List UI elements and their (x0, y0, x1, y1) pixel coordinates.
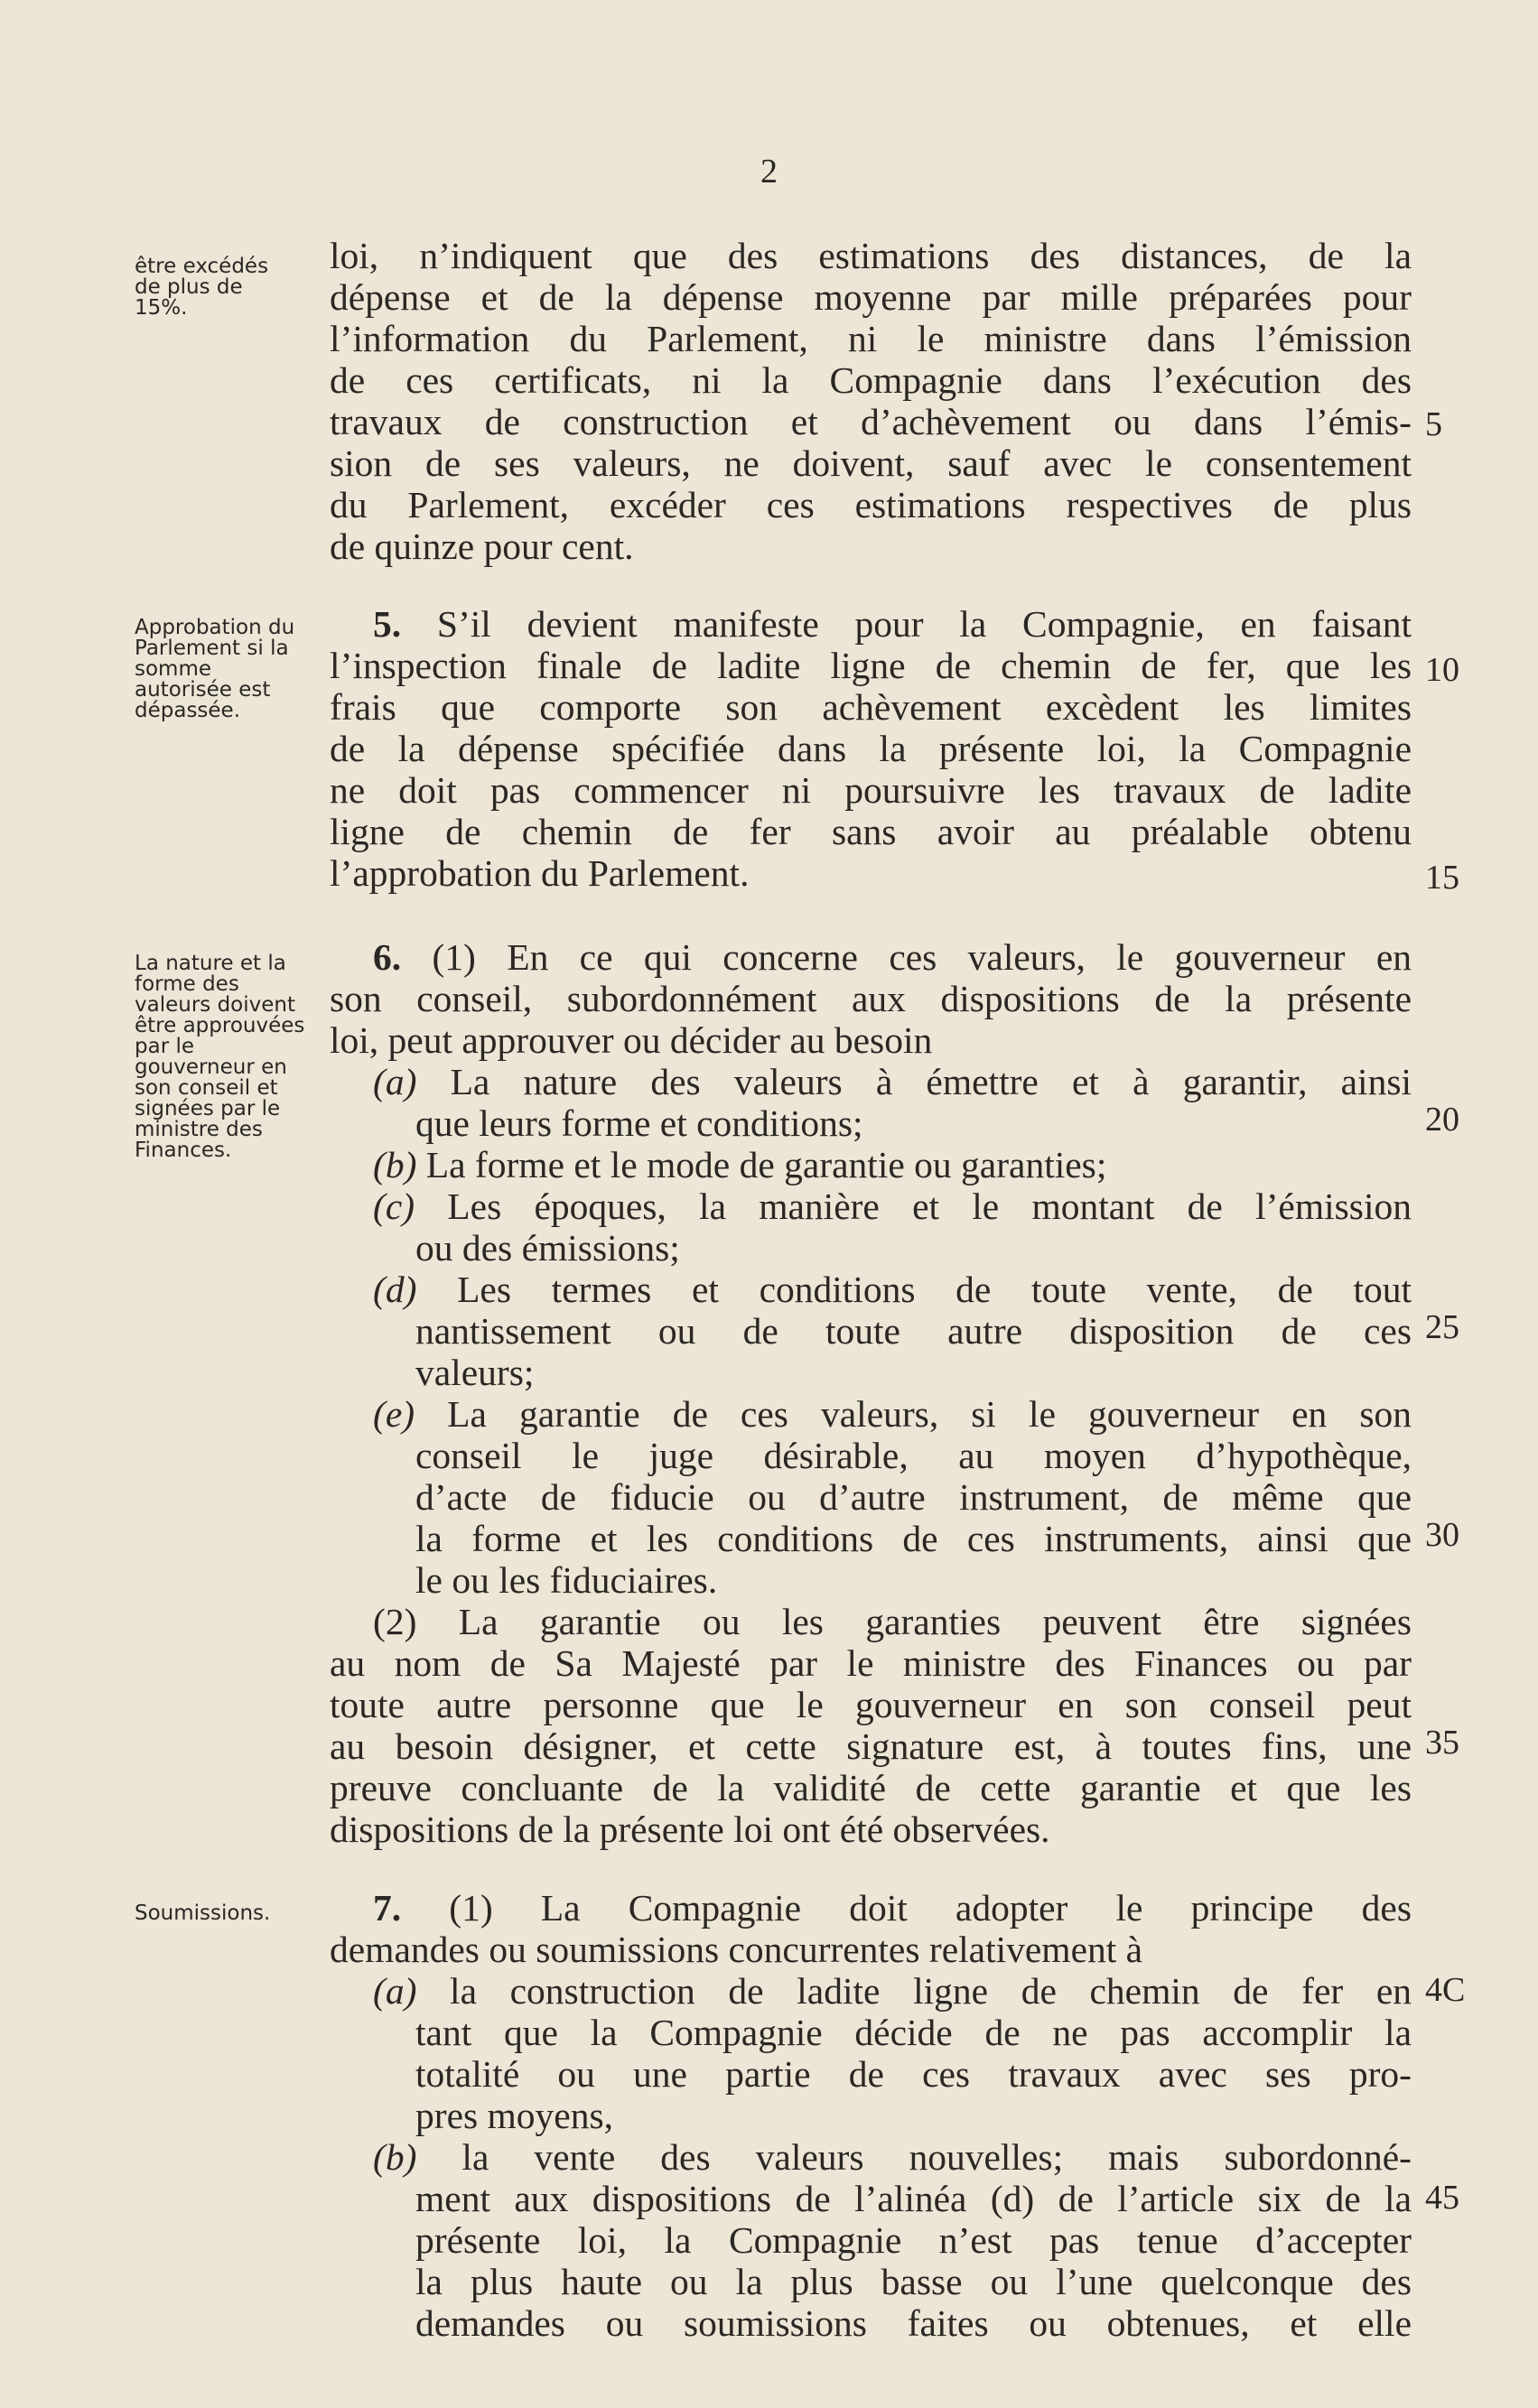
line-number: 45 (1425, 2179, 1459, 2217)
text-line: tant que la Compagnie décide de ne pas accomplir la (415, 2012, 1412, 2053)
section-5 (330, 603, 1412, 894)
line-number: 10 (1425, 651, 1459, 689)
text-line: la forme et les conditions de ces instruments, ainsi que (415, 1518, 1412, 1559)
text-line: ment aux dispositions de l’alinéa (d) de l’article six de la (415, 2178, 1412, 2219)
text-line: que leurs forme et conditions; (415, 1102, 863, 1144)
line-number: 4C (1425, 1971, 1466, 2009)
text-line: au nom de Sa Majesté par le ministre des Finances ou par (330, 1642, 1412, 1684)
text-line: sion de ses valeurs, ne doivent, sauf avec le consentement (330, 442, 1412, 484)
line-number: 35 (1425, 1724, 1459, 1762)
section-7 (330, 1887, 1412, 2344)
list-item-b: (b) la vente des valeurs nouvelles; mais subordonné- (373, 2136, 1412, 2178)
list-item-d: (d) Les termes et conditions de toute vente, de tout (373, 1269, 1412, 1310)
text-line: de ces certificats, ni la Compagnie dans l’exécution des (330, 359, 1412, 401)
text-line: pres moyens, (415, 2095, 613, 2136)
text-line: loi, peut approuver ou décider au besoin (330, 1019, 933, 1061)
text-line: valeurs; (415, 1352, 535, 1393)
text-line: 6. (1) En ce qui concerne ces valeurs, le gouverneur en (373, 936, 1412, 978)
list-item-a: (a) La nature des valeurs à émettre et à garantir, ainsi (373, 1061, 1412, 1102)
text-line: 5. S’il devient manifeste pour la Compagnie, en faisant (373, 603, 1412, 645)
text-line: de quinze pour cent. (330, 525, 634, 567)
text-line: demandes ou soumissions faites ou obtenues, et elle (415, 2302, 1412, 2344)
text-line: présente loi, la Compagnie n’est pas tenue d’accepter (415, 2219, 1412, 2261)
text-line: l’inspection finale de ladite ligne de chemin de fer, que les (330, 645, 1412, 686)
text-line: l’approbation du Parlement. (330, 852, 750, 894)
list-item-e: (e) La garantie de ces valeurs, si le gouverneur en son (373, 1393, 1412, 1435)
text-line: conseil le juge désirable, au moyen d’hypothèque, (415, 1435, 1412, 1476)
text-line: la plus haute ou la plus basse ou l’une quelconque des (415, 2261, 1412, 2302)
text-line: travaux de construction et d’achèvement ou dans l’émis- (330, 401, 1412, 442)
text-line: 7. (1) La Compagnie doit adopter le principe des (373, 1887, 1412, 1929)
section-number: 6. (373, 936, 402, 978)
text-line: frais que comporte son achèvement excèdent les limites (330, 686, 1412, 728)
line-number: 30 (1425, 1516, 1459, 1554)
text-line: preuve concluante de la validité de cette garantie et que les (330, 1767, 1412, 1808)
line-number: 20 (1425, 1101, 1459, 1139)
line-number: 25 (1425, 1308, 1459, 1346)
text-line: toute autre personne que le gouverneur en son conseil peut (330, 1684, 1412, 1725)
margin-note: La nature et la forme des valeurs doivent être approuvées par le gouverneur en son conseil et signées par le ministre des Finances. (135, 952, 305, 1162)
text-line: demandes ou soumissions concurrentes relativement à (330, 1929, 1143, 1970)
list-item-a: (a) la construction de ladite ligne de chemin de fer en (373, 1970, 1412, 2012)
margin-note: Soumissions. (135, 1901, 271, 1925)
text-line: le ou les fiduciaires. (415, 1559, 718, 1601)
section-number: 5. (373, 603, 402, 645)
section-number: 7. (373, 1887, 402, 1929)
text-line: l’information du Parlement, ni le ministre dans l’émission (330, 318, 1412, 359)
paragraph-continuation (330, 235, 1412, 567)
text-line: du Parlement, excéder ces estimations respectives de plus (330, 484, 1412, 525)
margin-note: Approbation du Parlement si la somme autorisée est dépassée. (135, 616, 295, 722)
text-line: (2) La garantie ou les garanties peuvent être signées (373, 1601, 1412, 1642)
text-line: ou des émissions; (415, 1227, 680, 1269)
line-number: 15 (1425, 859, 1459, 897)
text-line: son conseil, subordonnément aux dispositions de la présente (330, 978, 1412, 1019)
text-line: de la dépense spécifiée dans la présente loi, la Compagnie (330, 728, 1412, 769)
text-line: ne doit pas commencer ni poursuivre les travaux de ladite (330, 769, 1412, 811)
text-line: dépense et de la dépense moyenne par mille préparées pour (330, 276, 1412, 318)
line-number: 5 (1425, 405, 1442, 443)
section-6 (330, 936, 1412, 1850)
text-line: dispositions de la présente loi ont été observées. (330, 1808, 1050, 1850)
page-number: 2 (760, 153, 778, 191)
text-line: ligne de chemin de fer sans avoir au préalable obtenu (330, 811, 1412, 852)
text-line: au besoin désigner, et cette signature est, à toutes fins, une (330, 1725, 1412, 1767)
list-item-c: (c) Les époques, la manière et le montant de l’émission (373, 1185, 1412, 1227)
margin-note: être excédés de plus de 15%. (135, 255, 269, 320)
text-line: loi, n’indiquent que des estimations des distances, de la (330, 235, 1412, 276)
list-item-b: (b) La forme et le mode de garantie ou garanties; (373, 1144, 1107, 1185)
text-line: d’acte de fiducie ou d’autre instrument, de même que (415, 1476, 1412, 1518)
text-line: totalité ou une partie de ces travaux avec ses pro- (415, 2053, 1412, 2095)
text-line: nantissement ou de toute autre disposition de ces (415, 1310, 1412, 1352)
